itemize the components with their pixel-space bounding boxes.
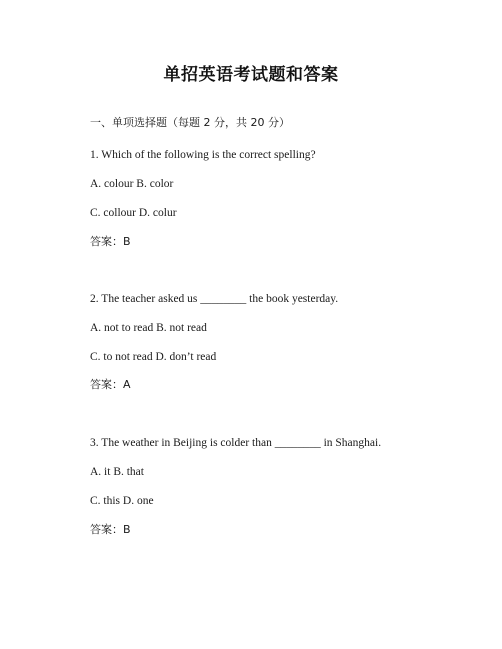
question-1-options-ab: A. colour B. color xyxy=(90,178,174,190)
section-heading: 一、单项选择题（每题 2 分，共 20 分） xyxy=(90,116,290,129)
question-2-answer: 答案：A xyxy=(90,378,131,391)
question-1-options-cd: C. collour D. colur xyxy=(90,207,177,219)
question-1-stem: 1. Which of the following is the correct spelling? xyxy=(90,149,316,161)
question-3-answer: 答案：B xyxy=(90,523,131,536)
question-2-options-cd: C. to not read D. don’t read xyxy=(90,351,217,363)
question-2-stem: 2. The teacher asked us ________ the book yesterday. xyxy=(90,293,339,305)
question-3-stem: 3. The weather in Beijing is colder than ________ in Shanghai. xyxy=(90,437,382,449)
question-3-options-cd: C. this D. one xyxy=(90,495,154,507)
question-2-options-ab: A. not to read B. not read xyxy=(90,322,207,334)
question-1-answer: 答案：B xyxy=(90,235,131,248)
document-title: 单招英语考试题和答案 xyxy=(163,65,339,85)
question-3-options-ab: A. it B. that xyxy=(90,466,144,478)
